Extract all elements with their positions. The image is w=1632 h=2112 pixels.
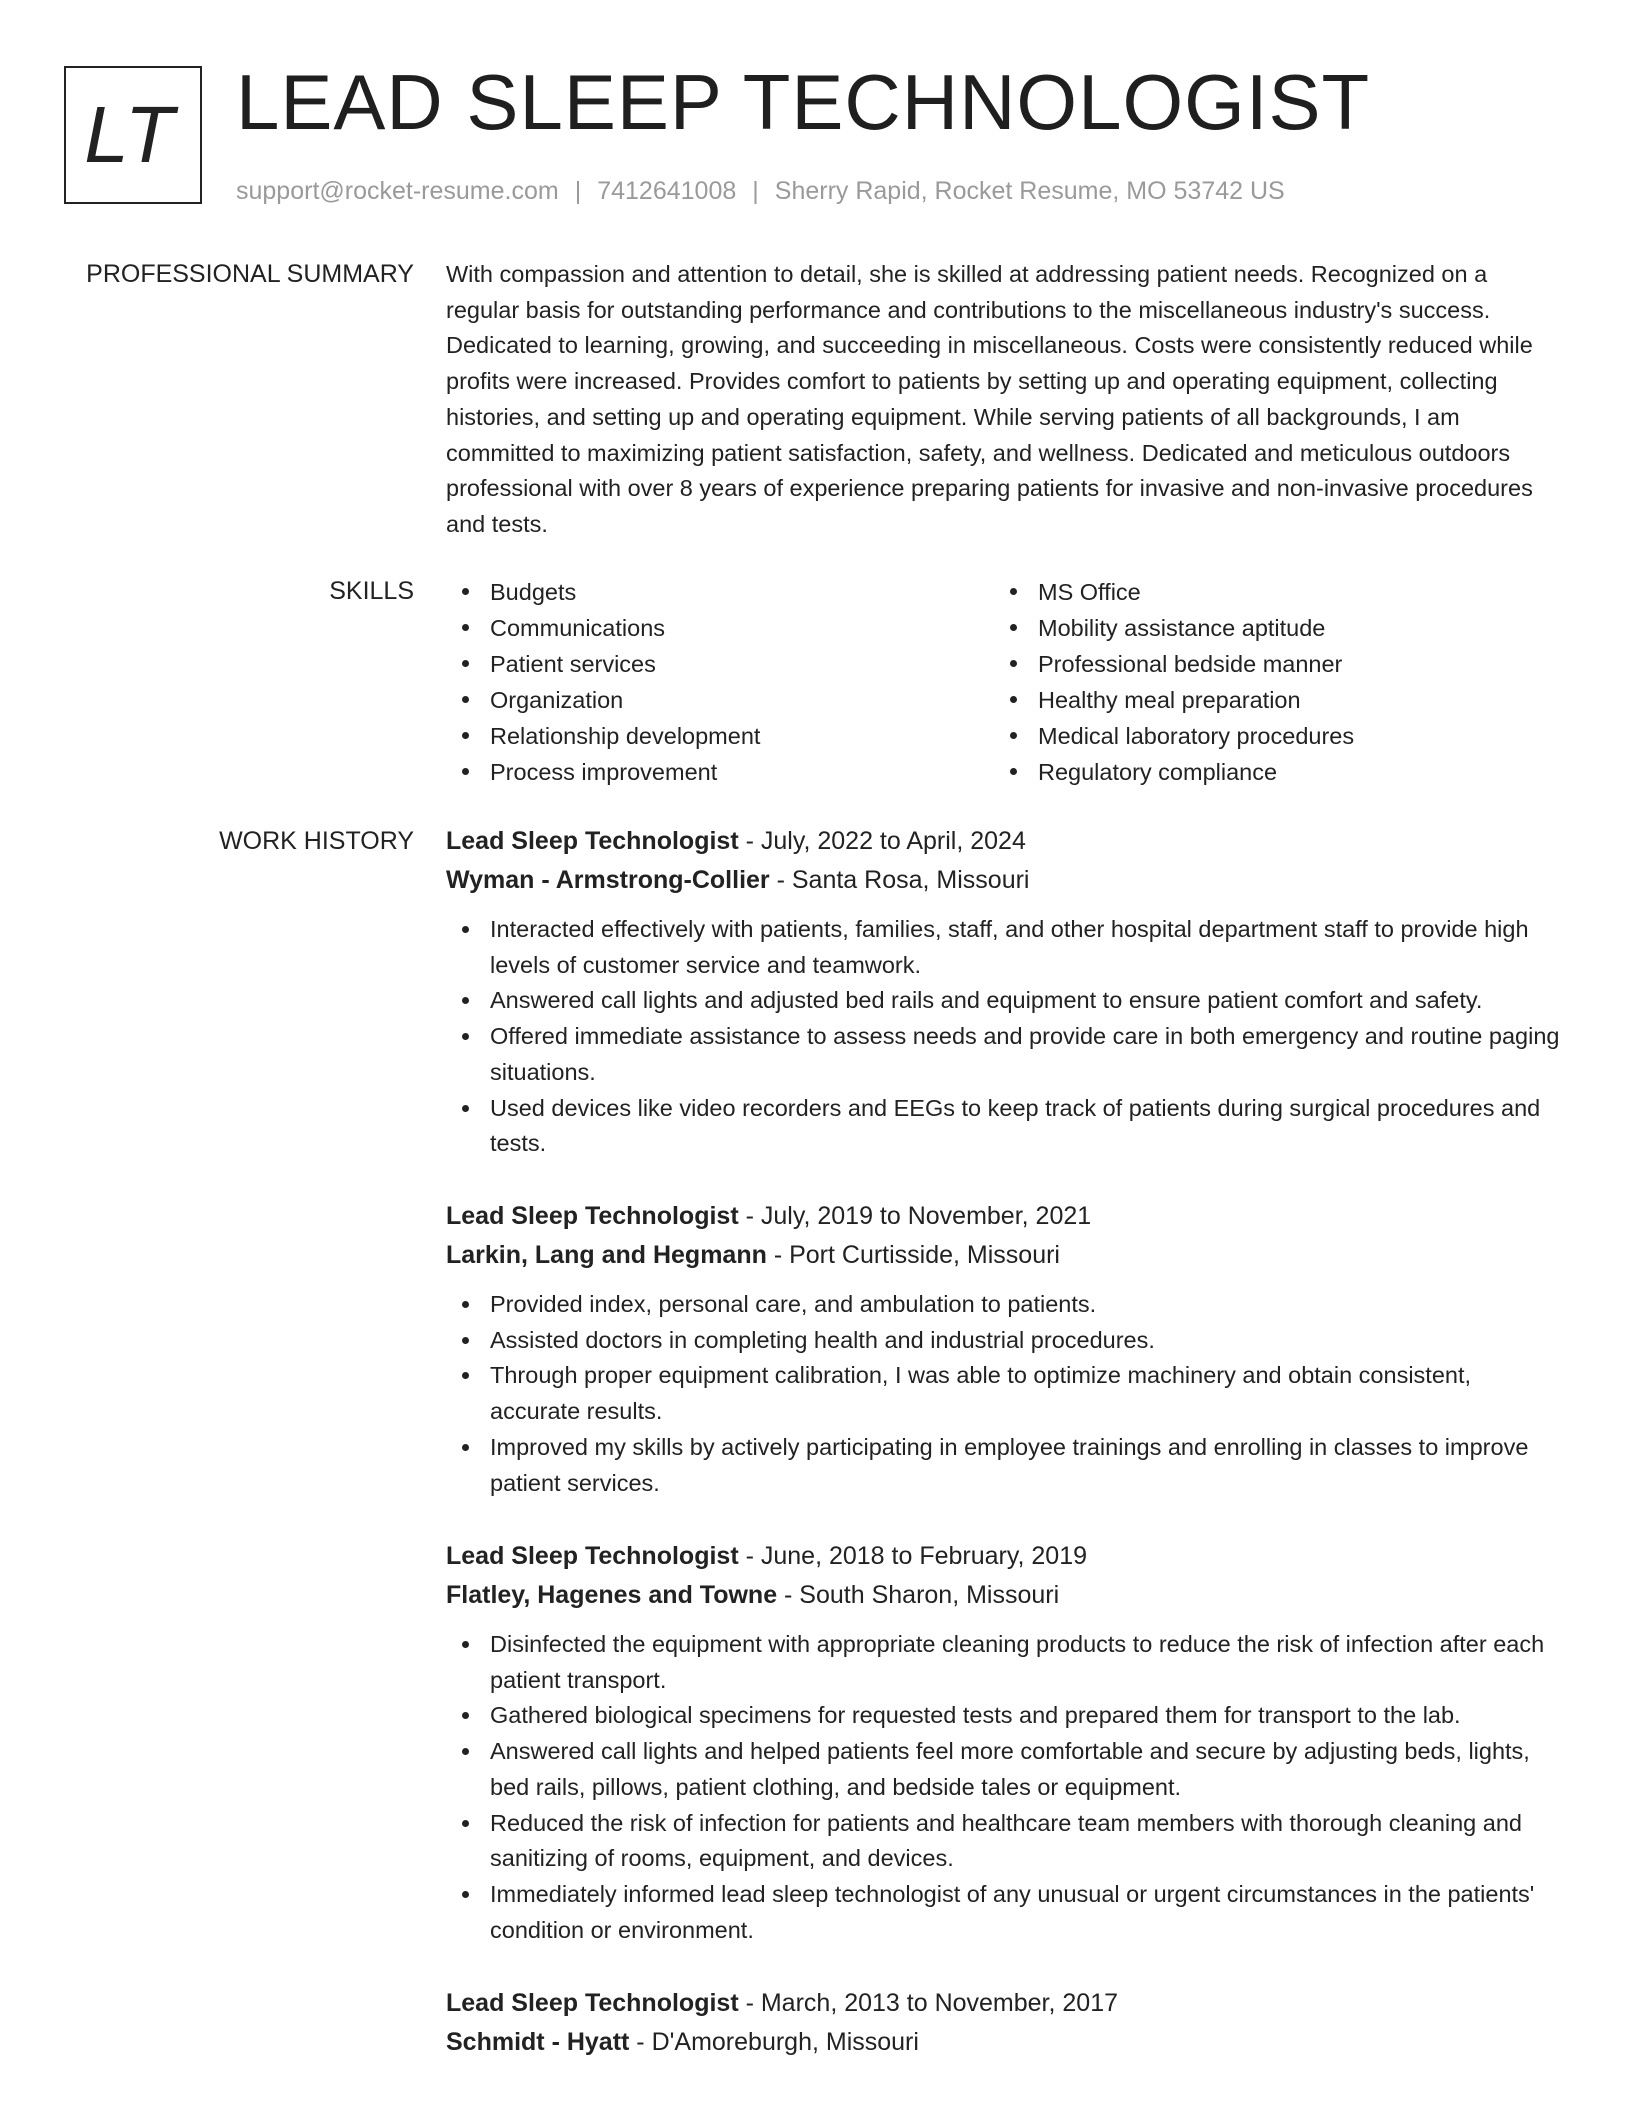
monogram-text: LT <box>84 90 176 179</box>
job-location: - Port Curtisside, Missouri <box>766 1241 1060 1269</box>
section-label-summary: PROFESSIONAL SUMMARY <box>86 260 414 288</box>
skills-section <box>446 574 1566 790</box>
summary-text: With compassion and attention to detail, she is skilled at addressing patient needs. Recognized on a regular basis for outstanding performance and contributions to the miscellaneous industry's success. Dedicated to learning, growing, and succeeding in miscellaneous. Costs were consistently reduced while profits were increased. Provides comfort to patients by setting up and operating equipment, collecting histories, and setting up and operating equipment. While serving patients of all backgrounds, I am committed to maximizing patient satisfaction, safety, and wellness. Dedicated and meticulous outdoors professional with over 8 years of experience preparing patients for invasive and non-invasive procedures and tests. <box>446 261 1533 537</box>
job-title: Lead Sleep Technologist <box>446 1542 739 1570</box>
job-company-line <box>446 1576 1566 1615</box>
job-dates: - June, 2018 to February, 2019 <box>738 1542 1088 1570</box>
monogram-logo <box>64 66 202 204</box>
skill-item: Mobility assistance aptitude <box>994 610 1542 646</box>
job-entry <box>446 822 1566 1162</box>
skills-list-right <box>994 574 1542 790</box>
summary-section <box>446 257 1566 543</box>
job-location: - Santa Rosa, Missouri <box>769 866 1030 894</box>
job-company-line <box>446 1236 1566 1275</box>
job-bullet: Immediately informed lead sleep technologist of any unusual or urgent circumstances in the patients' condition or environment. <box>446 1877 1566 1948</box>
job-company-line <box>446 2023 1566 2062</box>
job-bullet: Provided index, personal care, and ambulation to patients. <box>446 1287 1566 1323</box>
job-entry <box>446 1984 1566 2062</box>
job-bullets <box>446 1287 1566 1501</box>
job-bullet: Gathered biological specimens for requested tests and prepared them for transport to the lab. <box>446 1698 1566 1734</box>
job-dates: - July, 2019 to November, 2021 <box>738 1202 1092 1230</box>
job-location: - D'Amoreburgh, Missouri <box>629 2028 919 2056</box>
section-label-skills: SKILLS <box>329 577 414 605</box>
skills-list-left <box>446 574 994 790</box>
job-bullet: Answered call lights and adjusted bed rails and equipment to ensure patient comfort and safety. <box>446 983 1566 1019</box>
job-title: Lead Sleep Technologist <box>446 1989 739 2017</box>
job-bullet: Offered immediate assistance to assess needs and provide care in both emergency and routine paging situations. <box>446 1019 1566 1090</box>
skill-item: Medical laboratory procedures <box>994 718 1542 754</box>
job-dates: - March, 2013 to November, 2017 <box>738 1989 1119 2017</box>
job-bullet: Assisted doctors in completing health and industrial procedures. <box>446 1323 1566 1359</box>
job-title-line <box>446 1537 1566 1576</box>
job-location: - South Sharon, Missouri <box>777 1581 1060 1609</box>
job-bullet: Through proper equipment calibration, I was able to optimize machinery and obtain consistent, accurate results. <box>446 1358 1566 1429</box>
job-company: Flatley, Hagenes and Towne <box>446 1581 778 1609</box>
job-bullet: Used devices like video recorders and EEGs to keep track of patients during surgical procedures and tests. <box>446 1091 1566 1162</box>
email-link[interactable]: support@rocket-resume.com <box>236 177 559 205</box>
job-title-line <box>446 1984 1566 2023</box>
job-bullet: Answered call lights and helped patients feel more comfortable and secure by adjusting beds, lights, bed rails, pillows, patient clothing, and bedside tales or equipment. <box>446 1734 1566 1805</box>
skill-item: Professional bedside manner <box>994 646 1542 682</box>
job-entry <box>446 1197 1566 1501</box>
job-bullet: Improved my skills by actively participating in employee trainings and enrolling in classes to improve patient services. <box>446 1430 1566 1501</box>
job-bullets <box>446 912 1566 1162</box>
job-company: Schmidt - Hyatt <box>446 2028 630 2056</box>
job-company-line <box>446 861 1566 900</box>
skill-item: Patient services <box>446 646 994 682</box>
job-dates: - July, 2022 to April, 2024 <box>738 827 1026 855</box>
job-company: Larkin, Lang and Hegmann <box>446 1241 767 1269</box>
skill-item: MS Office <box>994 574 1542 610</box>
job-title-line <box>446 822 1566 861</box>
skill-item: Communications <box>446 610 994 646</box>
job-title: Lead Sleep Technologist <box>446 1202 739 1230</box>
separator: | <box>752 177 759 205</box>
skill-item: Process improvement <box>446 754 994 790</box>
skill-item: Regulatory compliance <box>994 754 1542 790</box>
job-company: Wyman - Armstrong-Collier <box>446 866 770 894</box>
section-label-work-history: WORK HISTORY <box>219 827 414 855</box>
skill-item: Organization <box>446 682 994 718</box>
job-title-line <box>446 1197 1566 1236</box>
job-bullet: Reduced the risk of infection for patients and healthcare team members with thorough cleaning and sanitizing of rooms, equipment, and devices. <box>446 1806 1566 1877</box>
job-bullets <box>446 1627 1566 1948</box>
separator: | <box>574 177 582 205</box>
job-bullet: Disinfected the equipment with appropriate cleaning products to reduce the risk of infection after each patient transport. <box>446 1627 1566 1698</box>
resume-title: LEAD SLEEP TECHNOLOGIST <box>236 58 1371 146</box>
job-bullet: Interacted effectively with patients, families, staff, and other hospital department staff to provide high levels of customer service and teamwork. <box>446 912 1566 983</box>
skill-item: Relationship development <box>446 718 994 754</box>
contact-line <box>236 174 1285 208</box>
skill-item: Healthy meal preparation <box>994 682 1542 718</box>
skill-item: Budgets <box>446 574 994 610</box>
phone-number: 7412641008 <box>597 177 737 205</box>
address: Sherry Rapid, Rocket Resume, MO 53742 US <box>774 177 1285 205</box>
job-entry <box>446 1537 1566 1948</box>
job-title: Lead Sleep Technologist <box>446 827 739 855</box>
